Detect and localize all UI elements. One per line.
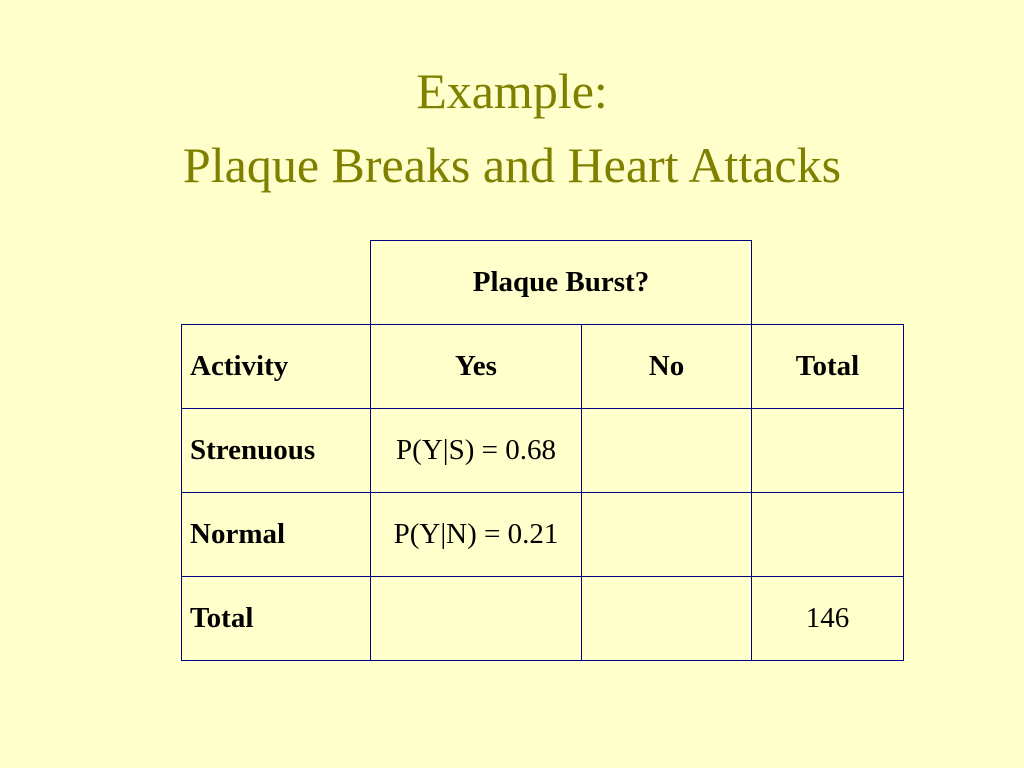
cell-grand-total: 146 [751, 576, 904, 661]
row-label-normal: Normal [181, 492, 371, 577]
slide-title-line1: Example: [416, 63, 608, 119]
column-header-no: No [581, 324, 752, 409]
cell-strenuous-yes: P(Y|S) = 0.68 [370, 408, 582, 493]
cell-strenuous-total [751, 408, 904, 493]
cell-strenuous-no [581, 408, 752, 493]
row-label-total: Total [181, 576, 371, 661]
cell-total-yes [370, 576, 582, 661]
slide-title-line2: Plaque Breaks and Heart Attacks [182, 137, 842, 193]
column-header-total: Total [751, 324, 904, 409]
group-header-plaque-burst: Plaque Burst? [370, 240, 752, 325]
row-label-strenuous: Strenuous [181, 408, 371, 493]
column-header-activity: Activity [181, 324, 371, 409]
slide-title [0, 63, 1024, 193]
cell-normal-yes: P(Y|N) = 0.21 [370, 492, 582, 577]
cell-total-no [581, 576, 752, 661]
cell-normal-total [751, 492, 904, 577]
cell-normal-no [581, 492, 752, 577]
column-header-yes: Yes [370, 324, 582, 409]
